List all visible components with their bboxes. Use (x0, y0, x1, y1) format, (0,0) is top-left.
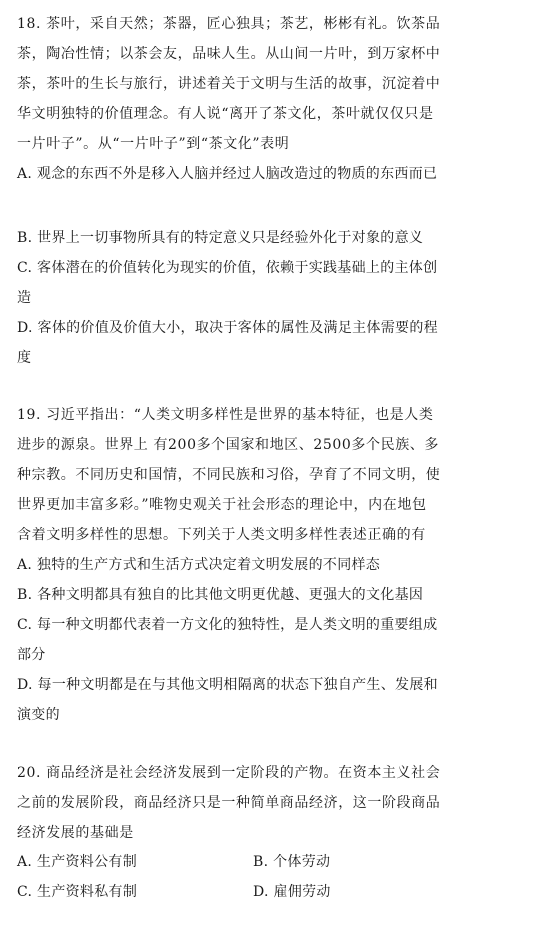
q18-stem-line: 18. 茶叶，采自天然；茶器，匠心独具；茶艺，彬彬有礼。饮茶品 (17, 16, 441, 32)
q18-option-c: C. 客体潜在的价值转化为现实的价值，依赖于实践基础上的主体创 (17, 260, 438, 276)
q19-stem-line: 19. 习近平指出：“人类文明多样性是世界的基本特征，也是人类 (17, 407, 434, 423)
q18-stem-line: 华文明独特的价值理念。有人说“离开了茶文化，茶叶就仅仅只是 (17, 106, 434, 122)
q18-option-b: B. 世界上一切事物所具有的特定意义只是经验外化于对象的意义 (17, 230, 424, 246)
q18-option-d: D. 客体的价值及价值大小，取决于客体的属性及满足主体需要的程 (17, 320, 438, 336)
q18-option-a: A. 观念的东西不外是移入人脑并经过人脑改造过的物质的东西而已 (17, 166, 438, 182)
q20-stem-line: 经济发展的基础是 (17, 825, 134, 841)
q20-option-c: C. 生产资料私有制 (17, 884, 138, 900)
q18-stem-line: 茶，茶叶的生长与旅行，讲述着关于文明与生活的故事，沉淀着中 (17, 76, 441, 92)
q19-option-a: A. 独特的生产方式和生活方式决定着文明发展的不同样态 (17, 557, 381, 573)
q19-stem-line: 进步的源泉。世界上 有200多个国家和地区、2500多个民族、多 (17, 437, 439, 453)
q18-stem-line: 茶，陶冶性情；以茶会友，品味人生。从山间一片叶，到万家杯中 (17, 46, 441, 62)
q19-stem-line: 世界更加丰富多彩。”唯物史观关于社会形态的理论中，内在地包 (17, 497, 427, 513)
q20-option-b: B. 个体劳动 (253, 854, 331, 870)
q20-option-a: A. 生产资料公有制 (17, 854, 138, 870)
q19-option-d: D. 每一种文明都是在与其他文明相隔离的状态下独自产生、发展和 (17, 677, 438, 693)
q19-stem-line: 含着文明多样性的思想。下列关于人类文明多样性表述正确的有 (17, 527, 426, 543)
q19-option-b: B. 各种文明都具有独自的比其他文明更优越、更强大的文化基因 (17, 587, 424, 603)
q18-option-c-cont: 造 (17, 290, 32, 306)
q20-stem-line: 20. 商品经济是社会经济发展到一定阶段的产物。在资本主义社会 (17, 765, 441, 781)
q19-option-d-cont: 演变的 (17, 707, 60, 723)
q20-option-d: D. 雇佣劳动 (253, 884, 331, 900)
q18-stem-line: 一片叶子”。从“一片叶子”到“茶文化”表明 (17, 136, 290, 152)
q20-stem-line: 之前的发展阶段，商品经济只是一种简单商品经济，这一阶段商品 (17, 795, 441, 811)
q19-option-c: C. 每一种文明都代表着一方文化的独特性，是人类文明的重要组成 (17, 617, 438, 633)
q19-stem-line: 种宗教。不同历史和国情，不同民族和习俗，孕育了不同文明，使 (17, 467, 441, 483)
q18-option-d-cont: 度 (17, 350, 32, 366)
q19-option-c-cont: 部分 (17, 647, 46, 663)
